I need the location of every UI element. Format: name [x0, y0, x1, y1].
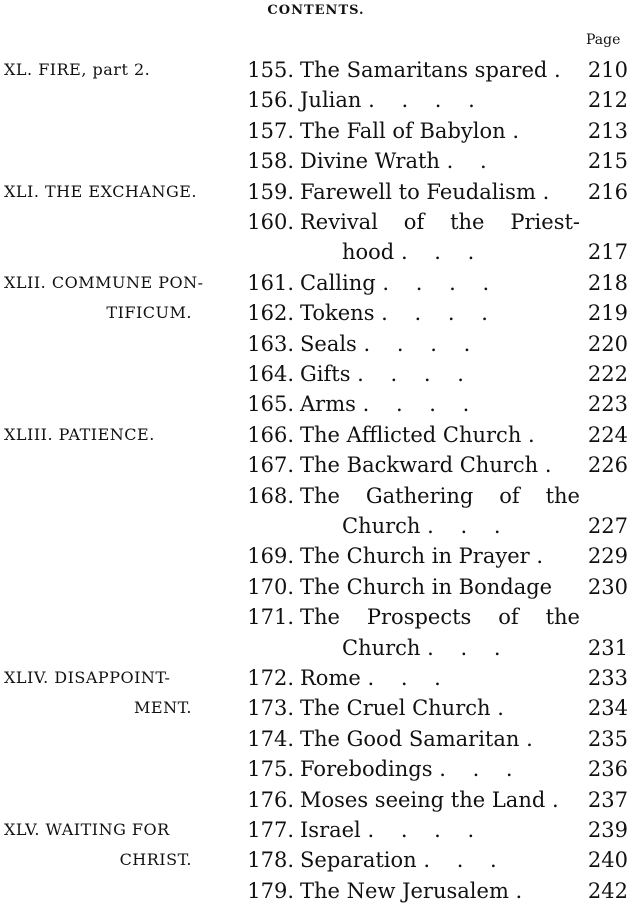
contents-row — [0, 785, 632, 815]
page-number: 210 — [587, 58, 628, 82]
contents-row — [0, 876, 632, 906]
entry-number: 167. — [247, 453, 294, 478]
contents-row — [0, 359, 632, 389]
contents-heading: CONTENTS. — [267, 3, 365, 18]
page-number: 219 — [587, 301, 628, 326]
leader-dots: . . . — [427, 514, 511, 538]
leader-dots: . . . . — [363, 331, 481, 356]
leader-dots: . — [551, 787, 569, 812]
contents-row — [0, 511, 632, 541]
entry-title: The Church in Prayer . — [300, 544, 554, 569]
contents-row — [0, 207, 632, 237]
page-number: 234 — [587, 696, 628, 721]
entry-number: 155. — [247, 58, 294, 82]
entry-title: The Good Samaritan . — [300, 726, 543, 751]
page-number: 217 — [587, 240, 628, 265]
contents-row — [0, 724, 632, 754]
leader-dots: . . . . — [368, 88, 485, 113]
entry-title: The Gathering of the — [300, 483, 580, 508]
entry-number: 164. — [247, 362, 294, 386]
section-heading: XLII. COMMUNE PON- — [4, 272, 204, 292]
page-number: 227 — [587, 514, 628, 538]
leader-dots: . — [554, 58, 571, 82]
contents-row — [0, 298, 632, 328]
section-heading: MENT. — [134, 698, 192, 718]
page-number: 240 — [587, 848, 628, 873]
entry-title: Separation . . . — [300, 848, 507, 873]
contents-row — [0, 754, 632, 784]
leader-dots: . . . — [423, 848, 507, 873]
entry-number: 170. — [247, 574, 294, 599]
page-number: 216 — [587, 179, 628, 204]
contents-row — [0, 116, 632, 146]
contents-row — [0, 815, 632, 845]
entry-title: hood . . . — [342, 240, 485, 265]
entry-title: Moses seeing the Land . — [300, 787, 569, 812]
contents-row — [0, 146, 632, 176]
leader-dots: . . — [446, 149, 497, 174]
contents-row — [0, 420, 632, 450]
contents-row — [0, 663, 632, 693]
page-column-label: Page — [586, 32, 621, 48]
entry-number: 176. — [247, 787, 294, 812]
entry-title: The Fall of Babylon . — [300, 118, 530, 143]
entry-title: Forebodings . . . — [300, 757, 523, 782]
entry-title: Revival of the Priest- — [300, 210, 580, 234]
entry-number: 173. — [247, 696, 294, 721]
entry-title: Farewell to Feudalism . — [300, 179, 560, 204]
contents-row — [0, 85, 632, 115]
contents-row — [0, 177, 632, 207]
entry-title: Arms . . . . — [300, 392, 480, 417]
section-heading: XLV. WAITING FOR — [4, 820, 170, 839]
page-number: 231 — [587, 635, 628, 660]
entry-number: 179. — [247, 878, 294, 903]
contents-row — [0, 572, 632, 602]
entry-title: Gifts . . . . — [300, 362, 474, 386]
contents-row — [0, 602, 632, 632]
leader-dots: . . . — [400, 240, 485, 265]
page-number: 229 — [587, 544, 628, 569]
entry-title: Divine Wrath . . — [300, 149, 497, 174]
entry-number: 168. — [247, 483, 294, 508]
leader-dots: . — [526, 726, 543, 751]
entry-title: Calling . . . . — [300, 270, 500, 295]
contents-row — [0, 845, 632, 875]
entry-title: The Church in Bondage — [300, 574, 553, 599]
page-number: 235 — [587, 726, 628, 751]
entry-title: The Samaritans spared . — [300, 58, 571, 82]
page-number: 239 — [587, 818, 628, 842]
section-heading: XLIII. PATIENCE. — [4, 424, 155, 444]
contents-row — [0, 237, 632, 267]
entry-number: 157. — [247, 118, 294, 143]
leader-dots: . . . . — [357, 362, 474, 386]
page-number: 212 — [587, 88, 628, 113]
leader-dots: . . . . — [367, 818, 485, 842]
leader-dots: . — [512, 118, 530, 143]
contents-row — [0, 481, 632, 511]
page-number: 226 — [587, 453, 628, 478]
leader-dots: . — [515, 878, 533, 903]
entry-number: 162. — [247, 301, 294, 326]
section-heading: XLI. THE EXCHANGE. — [4, 181, 197, 201]
leader-dots: . — [528, 422, 545, 447]
entry-number: 165. — [247, 392, 294, 417]
entry-title: The New Jerusalem . — [300, 878, 533, 903]
leader-dots: . — [536, 544, 554, 569]
entry-title: The Afflicted Church . — [300, 422, 545, 447]
entry-number: 172. — [247, 666, 294, 690]
entry-number: 159. — [247, 179, 294, 204]
entry-number: 163. — [247, 331, 294, 356]
entry-title: The Prospects of the — [300, 605, 580, 630]
entry-title: Rome . . . — [300, 666, 451, 690]
leader-dots: . . . — [439, 757, 523, 782]
leader-dots: . — [544, 453, 562, 478]
contents-row — [0, 633, 632, 663]
page-number: 223 — [587, 392, 628, 417]
entry-number: 169. — [247, 544, 294, 569]
entry-number: 158. — [247, 149, 294, 174]
entry-number: 178. — [247, 848, 294, 873]
page-number: 242 — [587, 878, 628, 903]
entry-title: Church . . . — [342, 514, 511, 538]
leader-dots: . — [497, 696, 514, 721]
entry-number: 177. — [247, 818, 294, 842]
entry-title: The Cruel Church . — [300, 696, 514, 721]
page-number: 237 — [587, 787, 628, 812]
section-heading: TIFICUM. — [106, 303, 192, 323]
leader-dots: . . . — [427, 635, 511, 660]
page-number: 224 — [587, 422, 628, 447]
section-heading: XL. FIRE, part 2. — [4, 60, 151, 79]
contents-row — [0, 389, 632, 419]
leader-dots: . — [542, 179, 560, 204]
page-number: 213 — [587, 118, 628, 143]
contents-row — [0, 329, 632, 359]
entry-number: 161. — [247, 270, 294, 295]
contents-row — [0, 541, 632, 571]
entry-title: The Backward Church . — [300, 453, 562, 478]
leader-dots: . . . — [367, 666, 451, 690]
section-heading: CHRIST. — [119, 850, 192, 870]
entry-number: 156. — [247, 88, 294, 113]
contents-row — [0, 450, 632, 480]
page-number: 230 — [587, 574, 628, 599]
page-number: 236 — [587, 757, 628, 782]
section-heading: XLIV. DISAPPOINT- — [4, 668, 171, 687]
entry-number: 166. — [247, 422, 294, 447]
page-number: 220 — [587, 331, 628, 356]
entry-number: 174. — [247, 726, 294, 751]
entry-number: 171. — [247, 605, 294, 630]
leader-dots: . . . . — [382, 270, 500, 295]
entry-title: Israel . . . . — [300, 818, 485, 842]
contents-row — [0, 55, 632, 85]
page-number: 215 — [587, 149, 628, 174]
entry-number: 160. — [247, 210, 294, 234]
entry-title: Julian . . . . — [300, 88, 485, 113]
leader-dots: . . . . — [362, 392, 480, 417]
leader-dots: . . . . — [381, 301, 498, 326]
entry-title: Seals . . . . — [300, 331, 481, 356]
page-number: 222 — [587, 362, 628, 386]
contents-row — [0, 268, 632, 298]
entry-title: Church . . . — [342, 635, 511, 660]
contents-row — [0, 693, 632, 723]
page-number: 218 — [587, 270, 628, 295]
page-number: 233 — [587, 666, 628, 690]
entry-number: 175. — [247, 757, 294, 782]
entry-title: Tokens . . . . — [300, 301, 498, 326]
